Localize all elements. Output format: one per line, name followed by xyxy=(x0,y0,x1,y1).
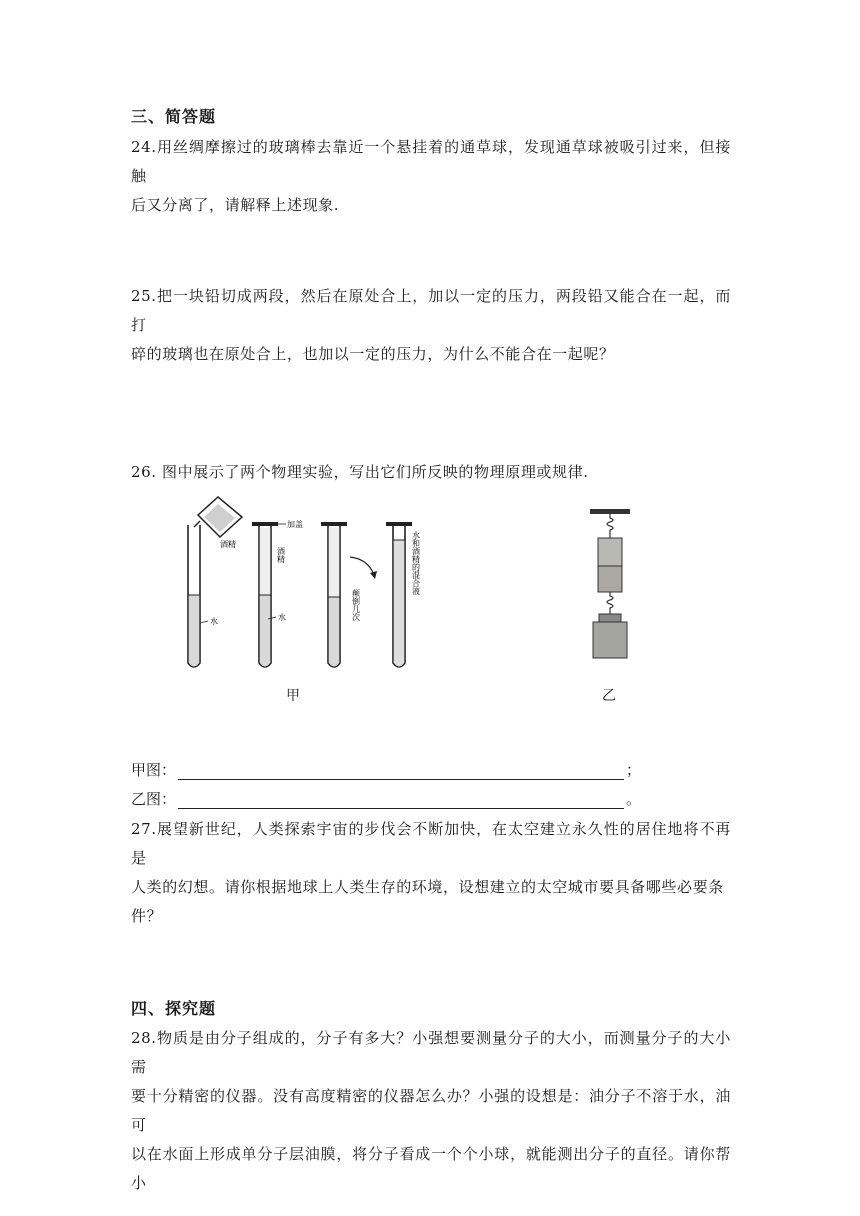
question-28 xyxy=(131,1024,731,1198)
label-alcohol-funnel: 酒精 xyxy=(220,540,236,549)
label-water-1: 水 xyxy=(210,617,218,626)
section-heading-short-answer: 三、简答题 xyxy=(131,107,217,126)
figure-jia-diagram xyxy=(180,495,450,675)
answer-line-yi xyxy=(131,785,641,809)
question-25 xyxy=(131,282,731,369)
question-24-line-2: 后又分离了，请解释上述现象. xyxy=(131,196,340,214)
weight-body xyxy=(593,622,627,658)
figure-yi-diagram xyxy=(585,508,635,662)
answer-jia-label: 甲图： xyxy=(131,761,177,779)
question-27-line-3: 件？ xyxy=(131,907,163,925)
invert-arrow-icon xyxy=(350,557,377,579)
question-28-line-3: 以在水面上形成单分子层油膜，将分子看成一个个小球，就能测出分子的直径。请你帮小 xyxy=(131,1145,731,1192)
tube-3 xyxy=(321,522,347,667)
lead-block-lower xyxy=(598,566,622,592)
question-27-line-1: 27.展望新世纪，人类探索宇宙的步伐会不断加快，在太空建立永久性的居住地将不再是 xyxy=(131,820,731,867)
svg-text:酒精: 酒精 xyxy=(276,547,286,563)
question-27 xyxy=(131,815,731,931)
label-lid: 加盖 xyxy=(287,520,303,529)
caption-jia: 甲 xyxy=(286,688,300,704)
funnel-icon xyxy=(194,497,242,537)
answer-yi-blank[interactable] xyxy=(178,790,624,809)
question-26-text: 26. 图中展示了两个物理实验，写出它们所反映的物理原理或规律. xyxy=(131,463,589,481)
section-heading-inquiry: 四、探究题 xyxy=(131,999,217,1018)
question-24 xyxy=(131,133,731,220)
label-alcohol-tube xyxy=(277,546,286,564)
tube-4 xyxy=(386,522,412,667)
tube-1 xyxy=(188,525,200,667)
spring-upper-icon xyxy=(607,514,613,538)
tube-2 xyxy=(252,522,278,667)
answer-yi-label: 乙图： xyxy=(131,790,177,808)
question-25-line-1: 25.把一块铅切成两段，然后在原处合上，加以一定的压力，两段铅又能合在一起，而打 xyxy=(131,287,731,334)
question-24-line-1: 24.用丝绸摩擦过的玻璃棒去靠近一个悬挂着的通草球，发现通草球被吸引过来，但接触 xyxy=(131,138,731,185)
question-26 xyxy=(131,458,731,487)
weight-top xyxy=(599,614,621,622)
answer-yi-end: 。 xyxy=(626,790,642,808)
ceiling-mount xyxy=(590,509,630,514)
question-25-line-2: 碎的玻璃也在原处合上，也加以一定的压力，为什么不能合在一起呢？ xyxy=(131,345,615,363)
label-water-2: 水 xyxy=(278,613,286,622)
label-invert: 颠倒几次 xyxy=(351,589,361,621)
caption-yi: 乙 xyxy=(602,688,616,704)
label-mixture: 水和酒精的混合液 xyxy=(411,531,421,595)
spring-lower-icon xyxy=(607,592,613,615)
question-27-line-2: 人类的幻想。请你根据地球上人类生存的环境，设想建立的太空城市要具备哪些必要条 xyxy=(131,878,724,896)
answer-jia-end: ； xyxy=(626,761,642,779)
question-28-line-1: 28.物质是由分子组成的，分子有多大？小强想要测量分子的大小，而测量分子的大小需 xyxy=(131,1029,731,1076)
lead-block-upper xyxy=(598,538,622,566)
answer-line-jia xyxy=(131,756,641,780)
answer-jia-blank[interactable] xyxy=(178,761,624,780)
question-28-line-2: 要十分精密的仪器。没有高度精密的仪器怎么办？小强的设想是：油分子不溶于水，油可 xyxy=(131,1087,731,1134)
